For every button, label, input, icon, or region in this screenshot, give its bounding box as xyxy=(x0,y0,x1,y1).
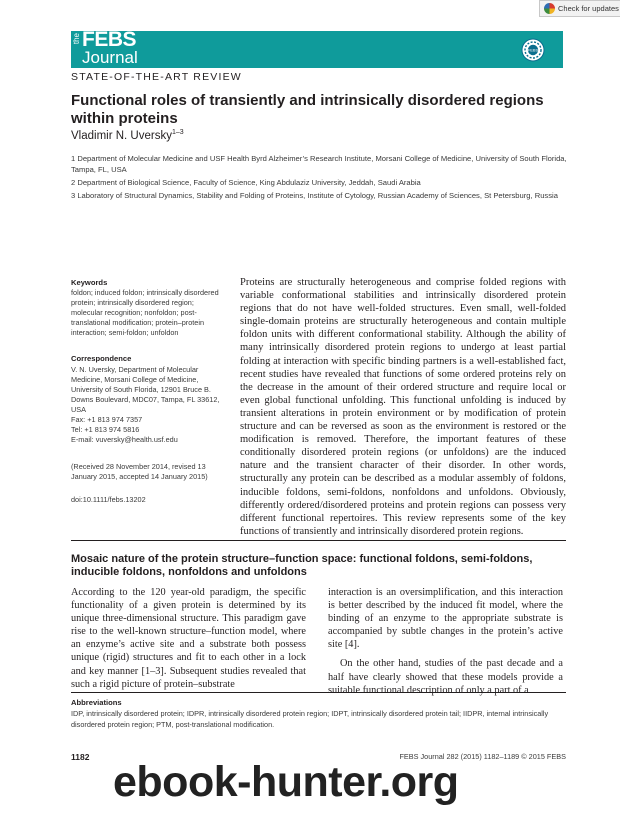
keywords-heading: Keywords xyxy=(71,278,108,287)
watermark: ebook-hunter.org xyxy=(113,758,459,806)
abbreviations-text: IDP, intrinsically disordered protein; IDPR, intrinsically disordered protein region; IDPT, intrinsically disordered protein tail; IIDPR, internal intrinsically disordered protein region; PTM, post-translational modification. xyxy=(71,709,549,729)
body-paragraph: interaction is an oversimplification, and this interaction is better described by the induced fit model, where the binding of an enzyme to the appropriate substrate is accompanied by subtle changes in the protein’s active site [4]. xyxy=(328,587,563,651)
check-for-updates-label: Check for updates xyxy=(558,4,619,13)
page-number: 1182 xyxy=(71,752,90,762)
abbreviations-divider xyxy=(71,692,566,693)
correspondence-email[interactable]: E-mail: vuversky@health.usf.edu xyxy=(71,435,178,444)
correspondence-address: V. N. Uversky, Department of Molecular Medicine, Morsani College of Medicine, University of South Florida, 12901 Bruce B. Downs Boulevard, MDC07, Tampa, FL 33612, USA xyxy=(71,365,220,414)
logo-the: the xyxy=(72,33,81,45)
body-paragraph: According to the 120 year-old paradigm, the specific functionality of a given protein is determined by its unique three-dimensional structure. This paradigm gave rise to the well-known structure–function model, where an enzyme’s active site and a substrate both possess unique (rigid) structures and fit to each other in a lock and key manner [1–3]. Subsequent studies revealed that such a rigid picture of protein–substrate xyxy=(71,587,306,690)
body-paragraph-indent: On the other hand, studies of the past decade and a half have clearly showed that these models provide a suitable functional description of only a part of a xyxy=(328,658,563,696)
abstract-text: Proteins are structurally heterogeneous and comprise folded regions with variable conformational stabilities and intrinsically disordered protein regions that do not have well-folded structures. Even small, well-folded single-domain proteins are structurally heterogeneous and contain multiple foldon units with different conformational stability. Although the ability of many intrinsically disordered protein regions to undergo at least partial folding at interaction with specific binding partners is a well-established fact, recent studies have revealed that functions of some ordered proteins rely on the decrease in the amount of their ordered structure and require local or even global functional unfolding. This functional unfolding is induced by transient alterations in protein environment or by modification of protein structure and can be reversed as soon as the environment is restored or the modification is removed. Therefore, the important features of these conditionally disordered protein regions (or unfoldons) are the induced nature and the transient character of their disorder. In other words, structurally any protein can be described as a modular assembly of foldons, inducible foldons, semi-foldons, nonfoldons and unfoldons. Obviously, differently ordered/disordered proteins and protein regions can possess very different functional repertoires. This review represents some of the key functions of transiently and intrinsically disordered protein regions. xyxy=(240,277,566,537)
body-column-right xyxy=(328,586,563,697)
logo-febs: FEBS xyxy=(82,28,137,51)
keywords-text: foldon; induced foldon; intrinsically disordered protein; intrinsically disordered region; molecular recognition; nonfoldon; post-translational modification; protein–protein interaction; semi-foldon; unfoldon xyxy=(71,288,219,337)
article-title: Functional roles of transiently and intrinsically disordered regions within proteins xyxy=(71,92,544,127)
author-affiliation-marks: 1–3 xyxy=(171,129,184,136)
affiliation-1: 1 Department of Molecular Medicine and USF Health Byrd Alzheimer’s Research Institute, Morsani College of Medicine, University of South Florida, Tampa, FL, USA xyxy=(71,154,567,174)
doi-link[interactable]: doi:10.1111/febs.13202 xyxy=(71,495,146,504)
body-column-left xyxy=(71,586,306,691)
abstract-divider xyxy=(71,540,566,541)
correspondence-tel: Tel: +1 813 974 5816 xyxy=(71,425,140,434)
correspondence-heading: Correspondence xyxy=(71,354,132,363)
seal-text: FEBS xyxy=(527,47,539,53)
check-for-updates-button[interactable] xyxy=(539,0,620,17)
author-line xyxy=(71,129,184,142)
febs-seal-icon xyxy=(521,38,545,62)
correspondence-block xyxy=(71,365,221,445)
abbreviations-heading: Abbreviations xyxy=(71,698,122,707)
author-name: Vladimir N. Uversky xyxy=(71,129,172,142)
journal-banner xyxy=(71,28,563,68)
footer-citation: FEBS Journal 282 (2015) 1182–1189 © 2015 FEBS xyxy=(399,752,566,761)
received-dates: (Received 28 November 2014, revised 13 January 2015, accepted 14 January 2015) xyxy=(71,462,208,481)
affiliation-2: 2 Department of Biological Science, Faculty of Science, King Abdulaziz University, Jeddah, Saudi Arabia xyxy=(71,178,421,187)
logo-journal: Journal xyxy=(82,48,138,67)
affiliation-3: 3 Laboratory of Structural Dynamics, Stability and Folding of Proteins, Institute of Cytology, Russian Academy of Sciences, St Petersburg, Russia xyxy=(71,191,558,200)
article-type: STATE-OF-THE-ART REVIEW xyxy=(71,71,242,83)
correspondence-fax: Fax: +1 813 974 7357 xyxy=(71,415,143,424)
section-heading: Mosaic nature of the protein structure–function space: functional foldons, semi-foldons, inducible foldons, nonfoldons and unfoldons xyxy=(71,553,533,578)
crossmark-icon xyxy=(544,3,555,14)
